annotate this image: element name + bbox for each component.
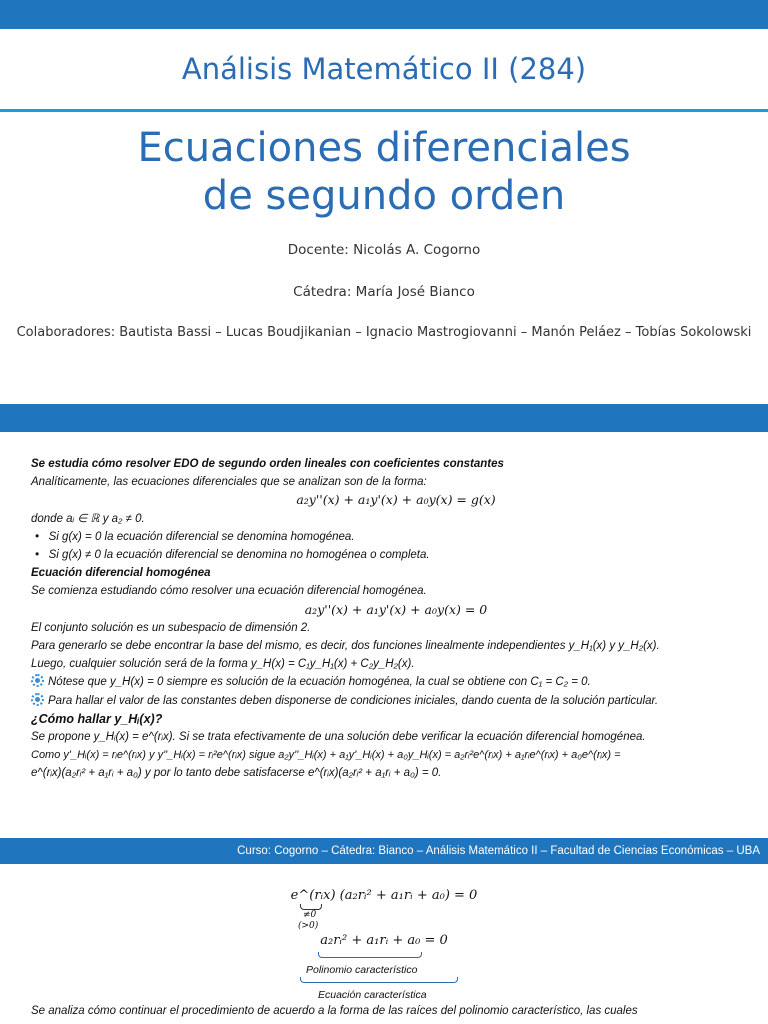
bullet-homogeneous: • Si g(x) = 0 la ecuación diferencial se denomina homogénea. bbox=[35, 530, 355, 543]
title-line-1: Ecuaciones diferenciales bbox=[137, 125, 631, 171]
brace-equation bbox=[300, 977, 458, 983]
course-title: Análisis Matemático II (284) bbox=[181, 52, 587, 86]
positive-label: (>0) bbox=[298, 921, 319, 931]
page-title bbox=[0, 124, 768, 220]
derivatives-text: Como y'_Hᵢ(x) = rᵢe^(rᵢx) y y''_Hᵢ(x) = rᵢ²e^(rᵢx) sigue a₂y''_Hᵢ(x) + a₁y'_Hᵢ(x) + a₀y_Hᵢ(x) = a₂rᵢ²e^(rᵢx) + a₁rᵢe^(rᵢx) + a₀e^(rᵢx) = bbox=[31, 749, 621, 762]
neq-zero-label: ≠0 bbox=[303, 910, 317, 920]
condition-text: donde aᵢ ∈ ℝ y a₂ ≠ 0. bbox=[31, 512, 145, 525]
brace-polynomial bbox=[318, 952, 422, 958]
intro-heading: Se estudia cómo resolver EDO de segundo orden lineales con coeficientes constantes bbox=[31, 458, 504, 470]
how-to-heading: ¿Cómo hallar y_Hᵢ(x)? bbox=[31, 711, 163, 726]
basis-text: Para generarlo se debe encontrar la base del mismo, es decir, dos funciones linealmente independientes y_H₁(x) y y_H₂(x). bbox=[31, 640, 660, 653]
factored-equation: e^(rᵢx) (a₂rᵢ² + a₁rᵢ + a₀) = 0 bbox=[290, 888, 478, 903]
lightbulb-icon bbox=[31, 693, 44, 706]
catedra: Cátedra: María José Bianco bbox=[293, 284, 475, 300]
intro-text: Analíticamente, las ecuaciones diferenciales que se analizan son de la forma: bbox=[31, 476, 427, 489]
factored-text: e^(rᵢx)(a₂rᵢ² + a₁rᵢ + a₀) y por lo tanto debe satisfacerse e^(rᵢx)(a₂rᵢ² + a₁rᵢ + a₀) = 0. bbox=[31, 767, 442, 780]
general-equation: a₂y''(x) + a₁y'(x) + a₀y(x) = g(x) bbox=[296, 492, 496, 508]
general-solution-text: Luego, cualquier solución será de la forma y_H(x) = C₁y_H₁(x) + C₂y_H₂(x). bbox=[31, 658, 415, 671]
note-trivial bbox=[31, 673, 761, 691]
polynomial-caption: Polinomio característico bbox=[306, 964, 418, 976]
lightbulb-icon bbox=[31, 674, 44, 687]
solution-space-text: El conjunto solución es un subespacio de dimensión 2. bbox=[31, 621, 311, 634]
homogeneous-heading: Ecuación diferencial homogénea bbox=[31, 567, 211, 580]
top-band bbox=[0, 0, 768, 29]
equation-caption: Ecuación característica bbox=[318, 989, 427, 1001]
bullet-nonhomogeneous-text: Si g(x) ≠ 0 la ecuación diferencial se denomina no homogénea o completa. bbox=[48, 549, 430, 562]
slide-content bbox=[31, 455, 761, 783]
bullet-nonhomogeneous: • Si g(x) ≠ 0 la ecuación diferencial se denomina no homogénea o completa. bbox=[35, 549, 430, 562]
note-trivial-text: Nótese que y_H(x) = 0 siempre es solución de la ecuación homogénea, la cual se obtiene con C₁ = C₂ = 0. bbox=[48, 676, 591, 689]
note-constants bbox=[31, 692, 761, 710]
homogeneous-intro: Se comienza estudiando cómo resolver una ecuación diferencial homogénea. bbox=[31, 585, 427, 598]
section-band bbox=[0, 404, 768, 432]
footer-band bbox=[0, 838, 768, 864]
title-divider bbox=[0, 109, 768, 112]
characteristic-equation: a₂rᵢ² + a₁rᵢ + a₀ = 0 bbox=[320, 933, 448, 948]
colaboradores: Colaboradores: Bautista Bassi – Lucas Boudjikanian – Ignacio Mastrogiovanni – Manón Peláez – Tobías Sokolowski bbox=[16, 325, 752, 340]
proposal-text: Se propone y_Hᵢ(x) = e^(rᵢx). Si se trata efectivamente de una solución debe verificar la ecuación diferencial homogénea. bbox=[31, 731, 646, 744]
homogeneous-equation: a₂y''(x) + a₁y'(x) + a₀y(x) = 0 bbox=[304, 601, 488, 617]
footer-text: Curso: Cogorno – Cátedra: Bianco – Análisis Matemático II – Facultad de Ciencias Económicas – UBA bbox=[237, 845, 760, 857]
continuation-text: Se analiza cómo continuar el procedimiento de acuerdo a la forma de las raíces del polinomio característico, las cuales bbox=[31, 1005, 638, 1017]
title-line-2: de segundo orden bbox=[202, 173, 566, 219]
docente: Docente: Nicolás A. Cogorno bbox=[287, 242, 481, 258]
bullet-homogeneous-text: Si g(x) = 0 la ecuación diferencial se denomina homogénea. bbox=[48, 530, 355, 543]
note-constants-text: Para hallar el valor de las constantes deben disponerse de condiciones iniciales, dando cuenta de la solución particular. bbox=[48, 694, 659, 707]
